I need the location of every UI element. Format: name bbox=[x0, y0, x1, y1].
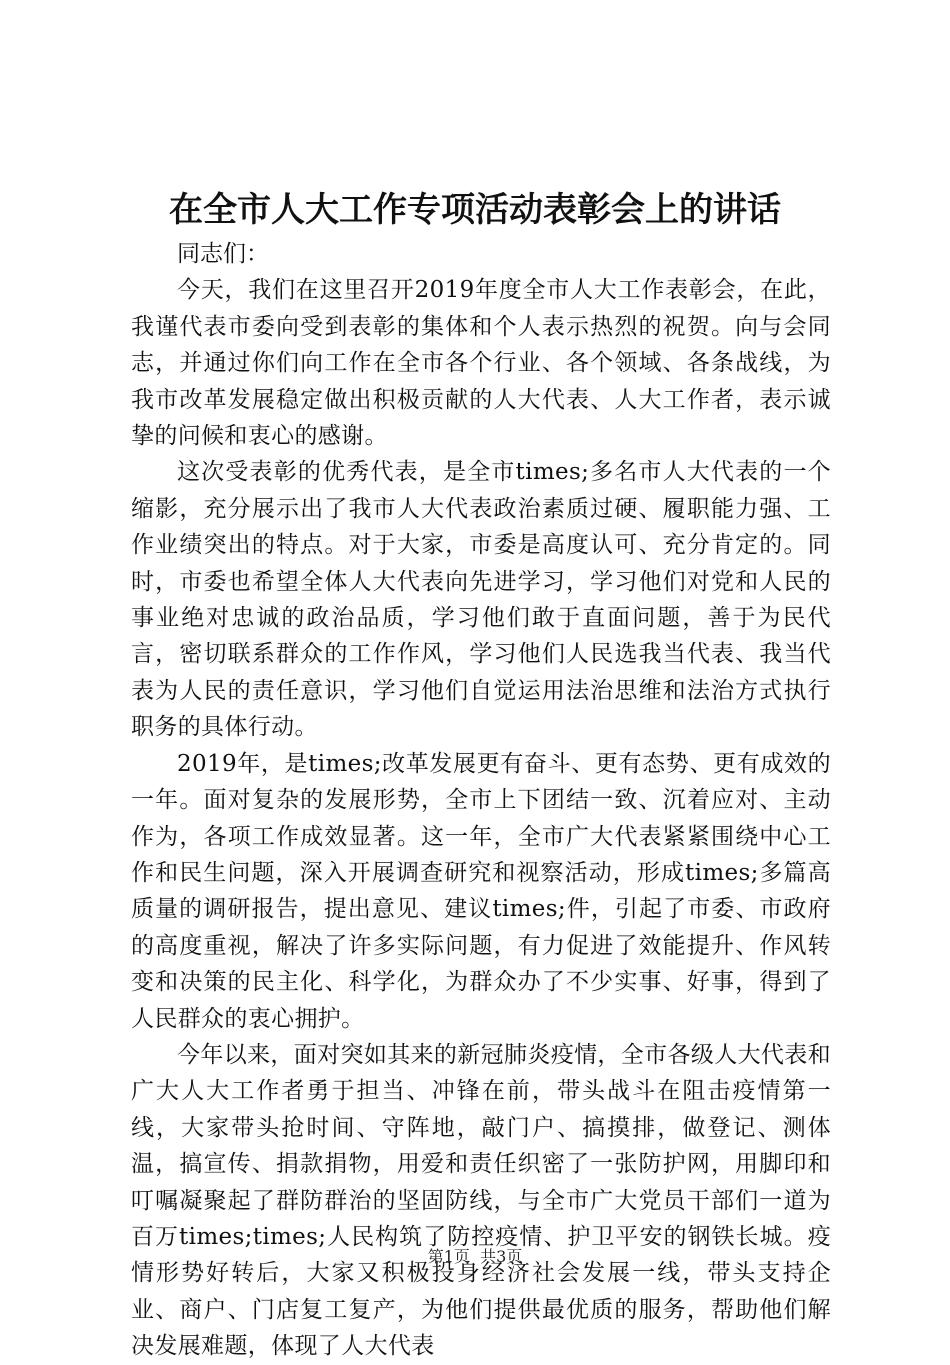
paragraph-1: 今天，我们在这里召开2019年度全市人大工作表彰会，在此，我谨代表市委向受到表彰的集体和个人表示热烈的祝贺。向与会同志，并通过你们向工作在全市各个行业、各个领域、各条战线，为我市改革发展稳定做出积极贡献的人大代表、人大工作者，表示诚挚的问候和衷心的感谢。 bbox=[131, 277, 831, 450]
page-footer bbox=[0, 1246, 950, 1268]
document-title: 在全市人大工作专项活动表彰会上的讲话 bbox=[169, 190, 781, 230]
paragraph-3: 2019年，是times;改革发展更有奋斗、更有态势、更有成效的一年。面对复杂的发展形势，全市上下团结一致、沉着应对、主动作为，各项工作成效显著。这一年，全市广大代表紧紧围绕中心工作和民生问题，深入开展调查研究和视察活动，形成times;多篇高质量的调研报告，提出意见、建议times;件，引起了市委、市政府的高度重视，解决了许多实际问题，有力促进了效能提升、作风转变和决策的民主化、科学化，为群众办了不少实事、好事，得到了人民群众的衷心拥护。 bbox=[131, 750, 831, 1032]
document-body bbox=[131, 236, 831, 1365]
paragraph-2: 这次受表彰的优秀代表，是全市times;多名市人大代表的一个缩影，充分展示出了我市人大代表政治素质过硬、履职能力强、工作业绩突出的特点。对于大家，市委是高度认可、充分肯定的。同时，市委也希望全体人大代表向先进学习，学习他们对党和人民的事业绝对忠诚的政治品质，学习他们敢于直面问题，善于为民代言，密切联系群众的工作作风，学习他们人民选我当代表、我当代表为人民的责任意识，学习他们自觉运用法治思维和法治方式执行职务的具体行动。 bbox=[131, 459, 831, 741]
salutation: 同志们： bbox=[177, 241, 269, 267]
page-number: 第1页 bbox=[427, 1247, 470, 1266]
page-total: 共3页 bbox=[480, 1247, 523, 1266]
paragraph-4: 今年以来，面对突如其来的新冠肺炎疫情，全市各级人大代表和广大人大工作者勇于担当、冲锋在前，带头战斗在阻击疫情第一线，大家带头抢时间、守阵地，敲门户、搞摸排，做登记、测体温，搞宣传、捐款捐物，用爱和责任织密了一张防护网，用脚印和叮嘱凝聚起了群防群治的坚固防线，与全市广大党员干部们一道为百万times;times;人民构筑了防控疫情、护卫平安的钢铁长城。疫情形势好转后，大家又积极投身经济社会发展一线，带头支持企业、商户、门店复工复产，为他们提供最优质的服务，帮助他们解决发展难题，体现了人大代表 bbox=[131, 1041, 831, 1360]
